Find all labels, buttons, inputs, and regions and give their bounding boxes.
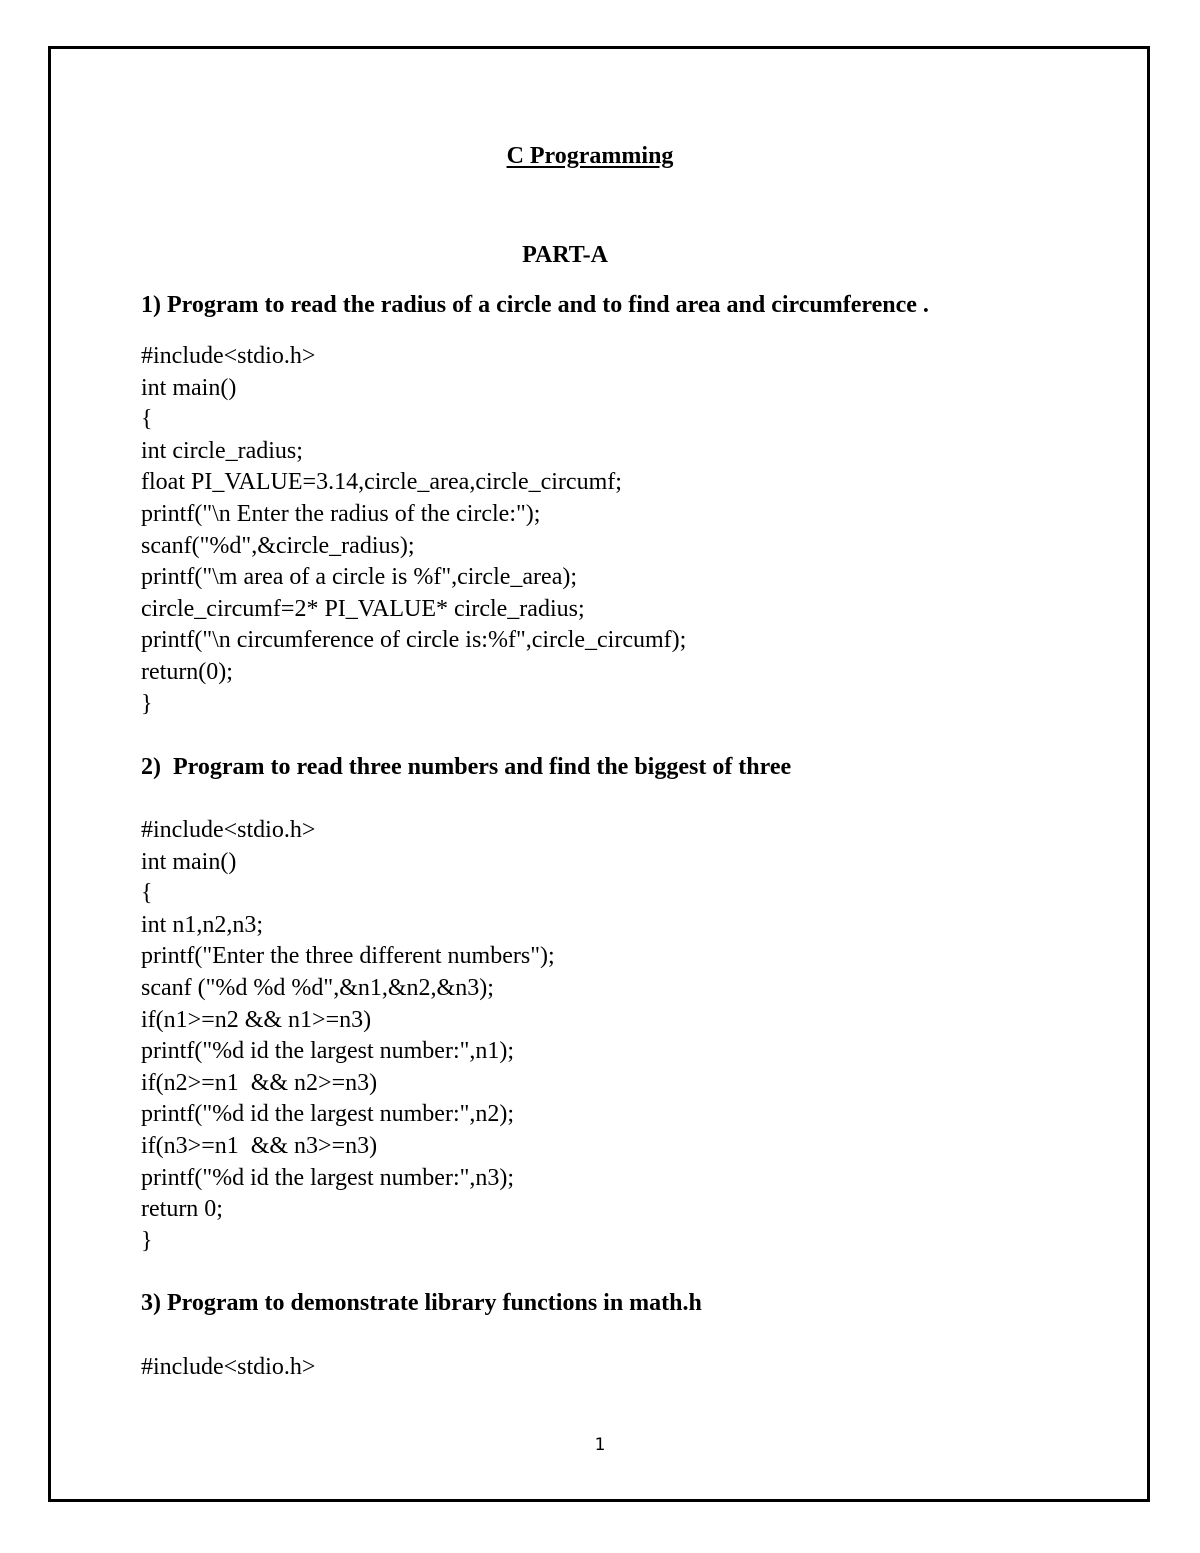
program-3-heading: 3) Program to demonstrate library functions in math.h — [141, 1290, 702, 1316]
program-1-code — [141, 341, 686, 720]
code-line: printf("Enter the three different numbers"); — [141, 943, 555, 970]
code-line: return 0; — [141, 1196, 223, 1223]
code-line: printf("\n circumference of circle is:%f",circle_circumf); — [141, 627, 687, 654]
code-line: int main() — [141, 848, 237, 875]
code-line: printf("%d id the largest number:",n3); — [141, 1164, 515, 1191]
code-line: #include<stdio.h> — [141, 817, 316, 843]
code-line: int circle_radius; — [141, 437, 303, 464]
code-line: circle_circumf=2* PI_VALUE* circle_radius; — [141, 595, 585, 622]
program-1-heading: 1) Program to read the radius of a circle and to find area and circumference . — [141, 292, 929, 318]
code-line: scanf("%d",&circle_radius); — [141, 532, 415, 559]
code-line: if(n2>=n1 && n2>=n3) — [141, 1069, 378, 1096]
part-heading: PART-A — [522, 242, 608, 268]
code-line: if(n3>=n1 && n3>=n3) — [141, 1132, 378, 1159]
code-line: int main() — [141, 374, 237, 401]
code-line: } — [141, 690, 153, 717]
code-line: float PI_VALUE=3.14,circle_area,circle_circumf; — [141, 469, 622, 496]
code-line: printf("\m area of a circle is %f",circle_area); — [141, 564, 578, 591]
code-line: printf("\n Enter the radius of the circle:"); — [141, 500, 541, 527]
code-line: printf("%d id the largest number:",n1); — [141, 1038, 515, 1065]
code-line: return(0); — [141, 658, 233, 685]
code-line: printf("%d id the largest number:",n2); — [141, 1101, 515, 1128]
code-line: if(n1>=n2 && n1>=n3) — [141, 1006, 372, 1033]
code-line: #include<stdio.h> — [141, 1354, 316, 1380]
code-line: { — [141, 406, 153, 433]
program-2-code — [141, 815, 555, 1257]
code-line: } — [141, 1227, 153, 1254]
code-line: #include<stdio.h> — [141, 343, 316, 369]
program-3-code — [141, 1352, 315, 1384]
program-2-heading: 2) Program to read three numbers and find the biggest of three — [141, 754, 792, 780]
code-line: int n1,n2,n3; — [141, 911, 264, 938]
code-line: { — [141, 880, 153, 907]
code-line: scanf ("%d %d %d",&n1,&n2,&n3); — [141, 974, 494, 1001]
page-number: 1 — [594, 1435, 606, 1455]
document-title: C Programming — [506, 143, 674, 169]
